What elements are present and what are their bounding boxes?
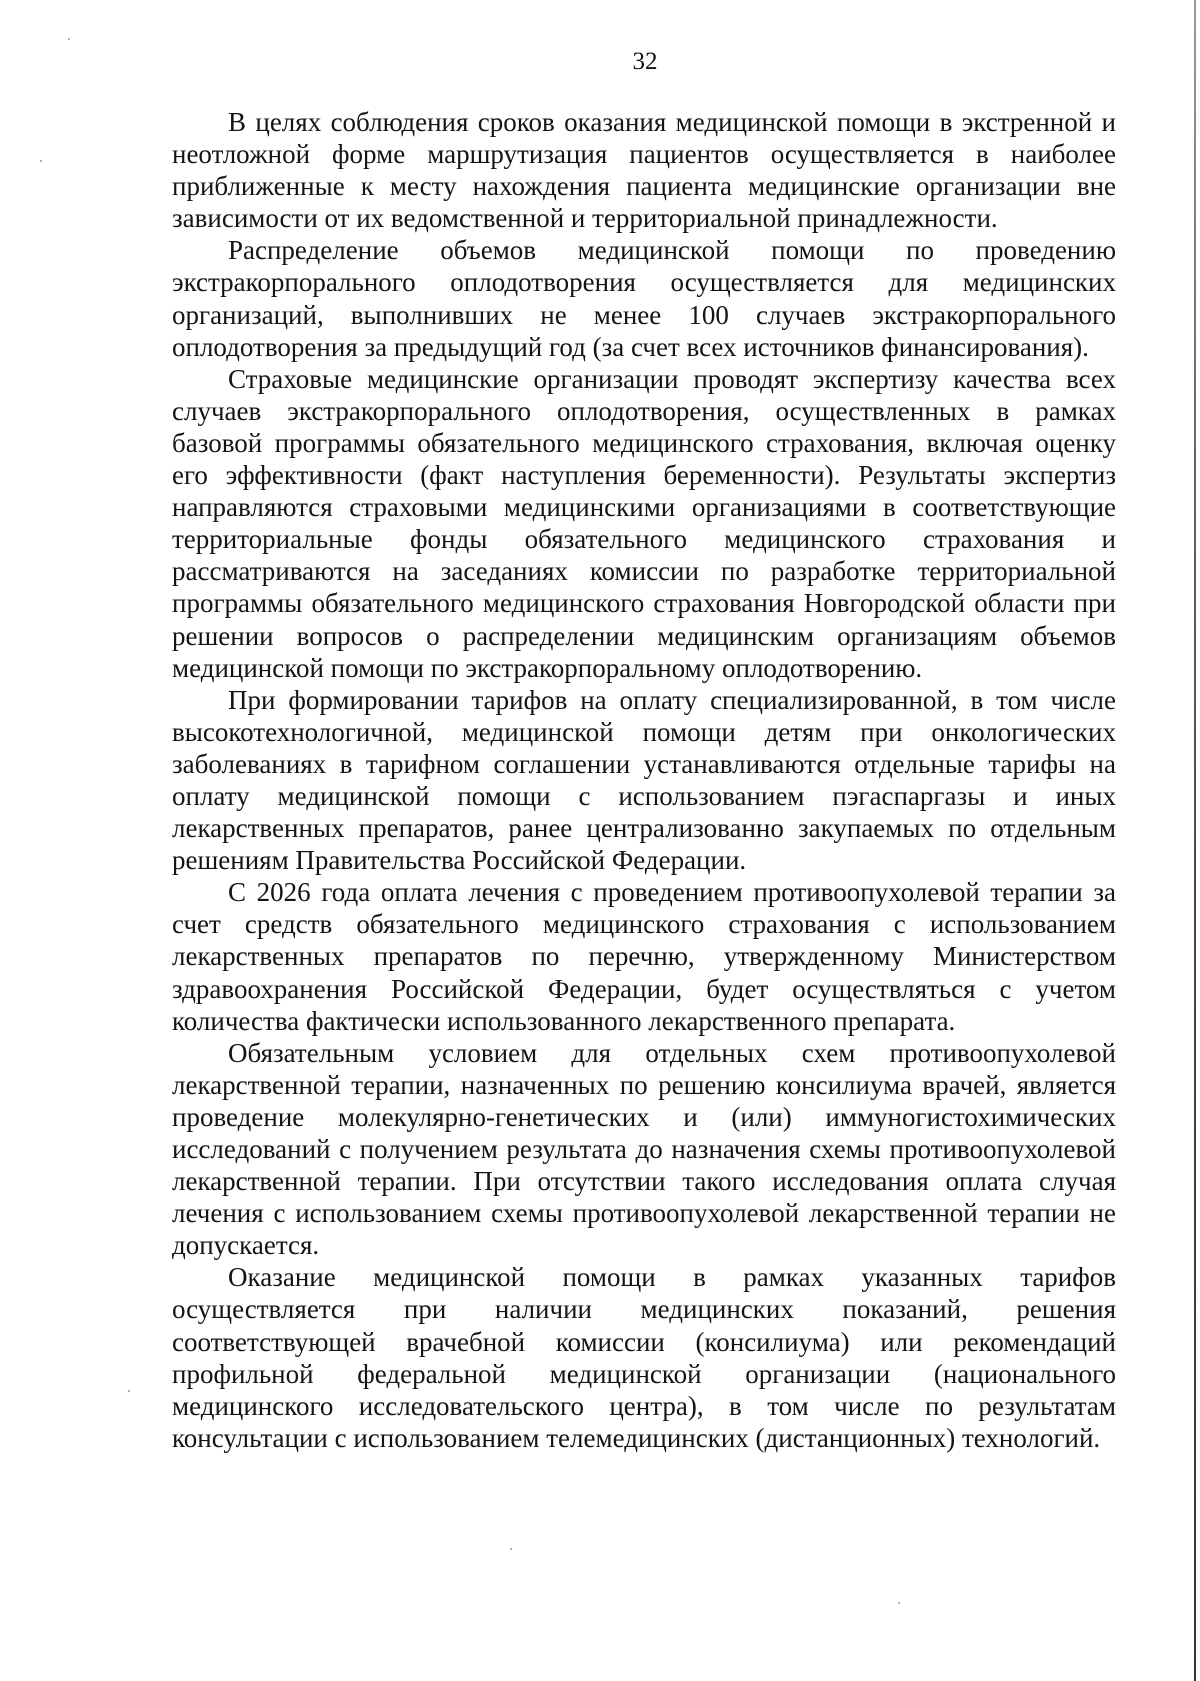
paragraph-medical-indications: Оказание медицинской помощи в рамках указанных тарифов осуществляется при наличии медицинских показаний, решения соответствующей врачебной комиссии (консилиума) или рекомендаций профильной федеральной медицинской организации (национального медицинского исследовательского центра), в том числе по результатам консультации с использованием телемедицинских (дистанционных) технологий. bbox=[172, 1262, 1116, 1453]
document-body bbox=[172, 106, 1116, 1454]
paragraph-emergency-routing: В целях соблюдения сроков оказания медицинской помощи в экстренной и неотложной форме маршрутизация пациентов осуществляется в наиболее приближенные к месту нахождения пациента медицинские организации вне зависимости от их ведомственной и территориальной принадлежности. bbox=[172, 107, 1116, 234]
scan-speck bbox=[510, 1548, 512, 1550]
paragraph-ivf-quality-expertise: Страховые медицинские организации проводят экспертизу качества всех случаев экстракорпорального оплодотворения, осуществленных в рамках базовой программы обязательного медицинского страхования, включая оценку его эффективности (факт наступления беременности). Результаты экспертиз направляются страховыми медицинскими организациями в соответствующие территориальные фонды обязательного медицинского страхования и рассматриваются на заседаниях комиссии по разработке территориальной программы обязательного медицинского страхования Новгородской области при решении вопросов о распределении медицинским организациям объемов медицинской помощи по экстракорпоральному оплодотворению. bbox=[172, 363, 1116, 683]
paragraph-ivf-volume-distribution: Распределение объемов медицинской помощи по проведению экстракорпорального оплодотворения осуществляется для медицинских организаций, выполнивших не менее 100 случаев экстракорпорального оплодотворения за предыдущий год (за счет всех источников финансирования). bbox=[172, 235, 1116, 362]
page-number: 32 bbox=[632, 48, 658, 75]
paragraph-pediatric-oncology-tariffs: При формировании тарифов на оплату специализированной, в том числе высокотехнологичной, медицинской помощи детям при онкологических заболеваниях в тарифном соглашении устанавливаются отдельные тарифы на оплату медицинской помощи с использованием пэгаспаргазы и иных лекарственных препаратов, ранее централизованно закупаемых по отдельным решениям Правительства Российской Федерации. bbox=[172, 684, 1116, 876]
paragraph-molecular-genetic-requirement: Обязательным условием для отдельных схем противоопухолевой лекарственной терапии, назначенных по решению консилиума врачей, является проведение молекулярно-генетических и (или) иммуногистохимических исследований с получением результата до назначения схемы противоопухолевой лекарственной терапии. При отсутствии такого исследования оплата случая лечения с использованием схемы противоопухолевой лекарственной терапии не допускается. bbox=[172, 1037, 1116, 1261]
scan-speck bbox=[898, 1602, 900, 1604]
scan-speck bbox=[68, 38, 70, 40]
scan-speck bbox=[40, 160, 42, 162]
paragraph-antitumor-therapy-2026: С 2026 года оплата лечения с проведением противоопухолевой терапии за счет средств обязательного медицинского страхования с использованием лекарственных препаратов по перечню, утвержденному Министерством здравоохранения Российской Федерации, будет осуществляться с учетом количества фактически использованного лекарственного препарата. bbox=[172, 877, 1116, 1036]
scan-speck bbox=[128, 1390, 130, 1392]
scan-edge-line bbox=[1194, 0, 1196, 1681]
